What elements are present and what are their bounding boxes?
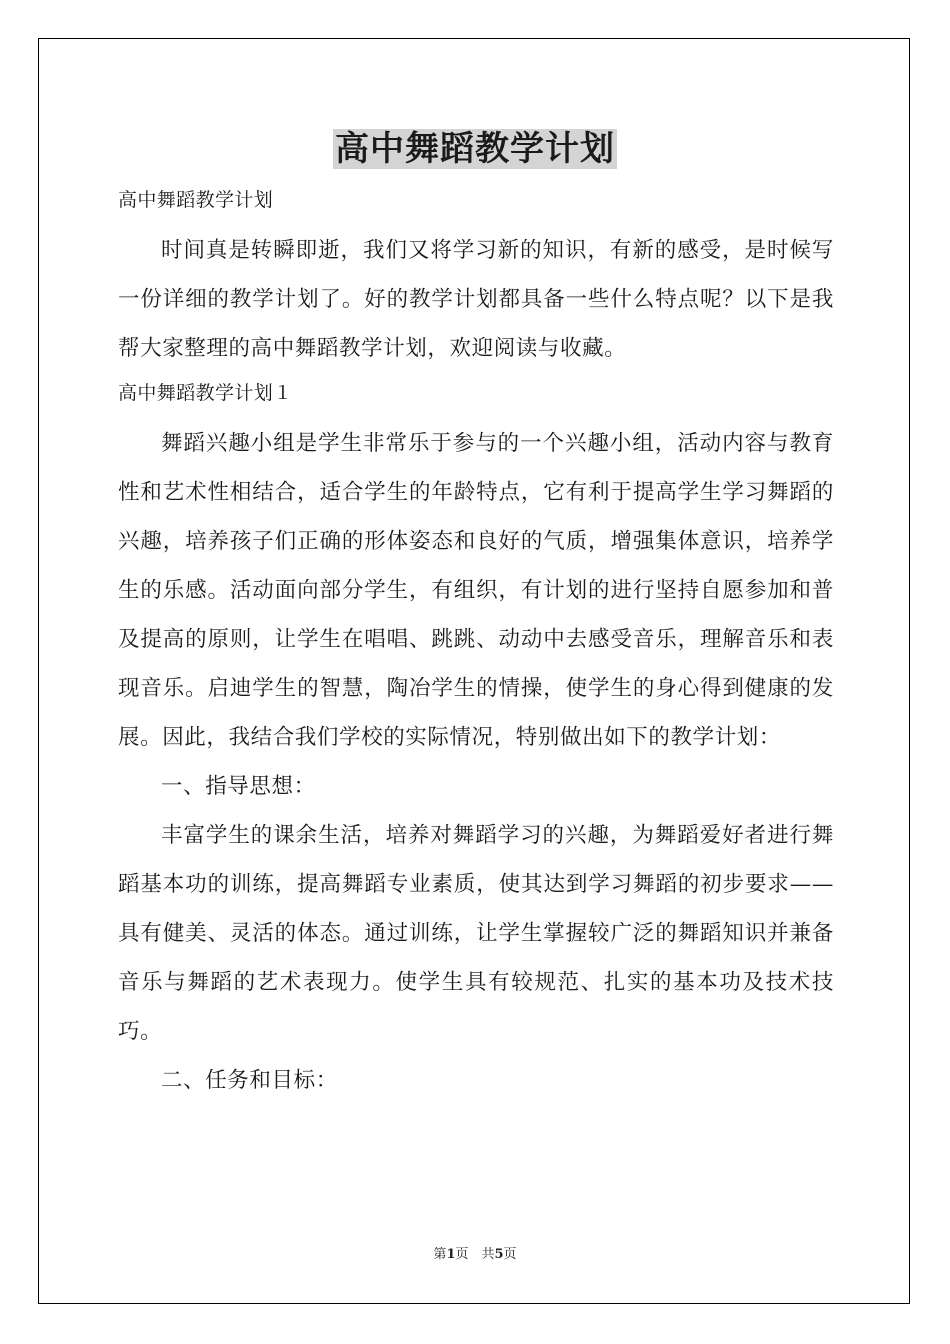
section-heading: 高中舞蹈教学计划 xyxy=(118,189,274,211)
section-heading: 高中舞蹈教学计划１ xyxy=(118,382,293,404)
page-footer xyxy=(0,1246,950,1264)
page-current: 1 xyxy=(446,1247,456,1262)
page-suffix: 页 xyxy=(503,1247,517,1262)
document-body xyxy=(118,180,834,1105)
page-prefix: 第 xyxy=(433,1247,447,1262)
subsection-heading: 一、指导思想： xyxy=(161,774,316,799)
subsection-heading: 二、任务和目标： xyxy=(161,1068,338,1093)
page-label: 页 共 xyxy=(455,1247,495,1262)
body-paragraph: 时间真是转瞬即逝，我们又将学习新的知识，有新的感受，是时候写一份详细的教学计划了。好的教学计划都具备一些什么特点呢？以下是我帮大家整理的高中舞蹈教学计划，欢迎阅读与收藏。 xyxy=(118,238,834,361)
document-title-text: 高中舞蹈教学计划 xyxy=(335,129,615,169)
body-paragraph: 丰富学生的课余生活，培养对舞蹈学习的兴趣，为舞蹈爱好者进行舞蹈基本功的训练，提高舞蹈专业素质，使其达到学习舞蹈的初步要求——具有健美、灵活的体态。通过训练，让学生掌握较广泛的舞蹈知识并兼备音乐与舞蹈的艺术表现力。使学生具有较规范、扎实的基本功及技术技巧。 xyxy=(118,823,834,1044)
page-total: 5 xyxy=(494,1247,504,1262)
body-paragraph: 舞蹈兴趣小组是学生非常乐于参与的一个兴趣小组，活动内容与教育性和艺术性相结合，适合学生的年龄特点，它有利于提高学生学习舞蹈的兴趣，培养孩子们正确的形体姿态和良好的气质，增强集体意识，培养学生的乐感。活动面向部分学生，有组织，有计划的进行坚持自愿参加和普及提高的原则，让学生在唱唱、跳跳、动动中去感受音乐，理解音乐和表现音乐。启迪学生的智慧，陶冶学生的情操，使学生的身心得到健康的发展。因此，我结合我们学校的实际情况，特别做出如下的教学计划： xyxy=(118,431,834,750)
document-title xyxy=(0,126,950,172)
